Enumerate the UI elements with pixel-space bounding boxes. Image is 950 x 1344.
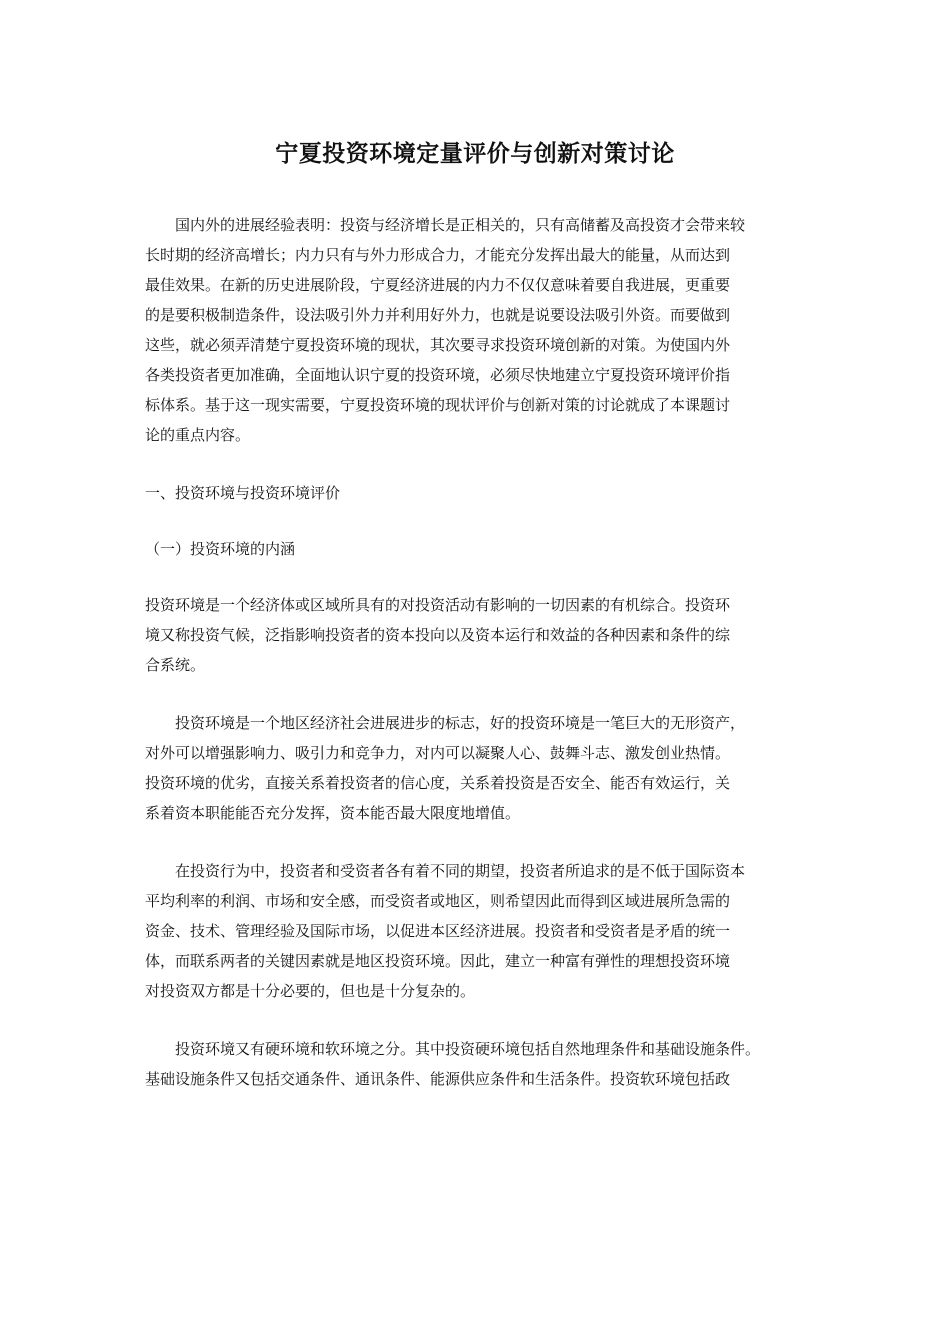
text-line: 合系统。 (145, 656, 206, 674)
text-line: 基础设施条件又包括交通条件、通讯条件、能源供应条件和生活条件。投资软环境包括政 (145, 1070, 731, 1088)
text-line: 资金、技术、管理经验及国际市场，以促进本区经济进展。投资者和受资者是矛盾的统一 (145, 922, 731, 940)
text-line: 境又称投资气候，泛指影响投资者的资本投向以及资本运行和效益的各种因素和条件的综 (145, 626, 731, 644)
text-line: 投资环境是一个地区经济社会进展进步的标志，好的投资环境是一笔巨大的无形资产， (175, 714, 746, 732)
text-line: 系着资本职能能否充分发挥，资本能否最大限度地增值。 (145, 804, 521, 822)
text-line: 平均利率的利润、市场和安全感，而受资者或地区，则希望因此而得到区域进展所急需的 (145, 892, 731, 910)
text-line: 标体系。基于这一现实需要，宁夏投资环境的现状评价与创新对策的讨论就成了本课题讨 (145, 396, 731, 414)
text-line: 各类投资者更加准确，全面地认识宁夏的投资环境，必须尽快地建立宁夏投资环境评价指 (145, 366, 731, 384)
text-line: 对投资双方都是十分必要的，但也是十分复杂的。 (145, 982, 476, 1000)
section-heading: 一、投资环境与投资环境评价 (145, 484, 341, 502)
subsection-heading: （一）投资环境的内涵 (145, 540, 296, 558)
document-title: 宁夏投资环境定量评价与创新对策讨论 (275, 140, 675, 167)
paragraph-expectations (145, 856, 813, 1006)
document-body (145, 210, 813, 1094)
text-line: 投资环境又有硬环境和软环境之分。其中投资硬环境包括自然地理条件和基础设施条件。 (175, 1040, 761, 1058)
text-line: 投资环境的优劣，直接关系着投资者的信心度，关系着投资是否安全、能否有效运行，关 (145, 774, 731, 792)
paragraph-significance (145, 708, 813, 828)
text-line: 最佳效果。在新的历史进展阶段，宁夏经济进展的内力不仅仅意味着要自我进展，更重要 (145, 276, 731, 294)
text-line: 这些，就必须弄清楚宁夏投资环境的现状，其次要寻求投资环境创新的对策。为使国内外 (145, 336, 731, 354)
paragraph-intro (145, 210, 813, 450)
text-line: 国内外的进展经验表明：投资与经济增长是正相关的，只有高储蓄及高投资才会带来较 (175, 216, 746, 234)
text-line: 长时期的经济高增长；内力只有与外力形成合力，才能充分发挥出最大的能量，从而达到 (145, 246, 731, 264)
text-line: 的是要积极制造条件，设法吸引外力并利用好外力，也就是说要设法吸引外资。而要做到 (145, 306, 731, 324)
text-line: 论的重点内容。 (145, 426, 251, 444)
text-line: 投资环境是一个经济体或区域所具有的对投资活动有影响的一切因素的有机综合。投资环 (145, 596, 731, 614)
text-line: 在投资行为中，投资者和受资者各有着不同的期望，投资者所追求的是不低于国际资本 (175, 862, 746, 880)
paragraph-definition (145, 590, 813, 680)
paragraph-hard-soft-environment (145, 1034, 813, 1094)
text-line: 对外可以增强影响力、吸引力和竞争力，对内可以凝聚人心、鼓舞斗志、激发创业热情。 (145, 744, 731, 762)
text-line: 体，而联系两者的关键因素就是地区投资环境。因此，建立一种富有弹性的理想投资环境 (145, 952, 731, 970)
